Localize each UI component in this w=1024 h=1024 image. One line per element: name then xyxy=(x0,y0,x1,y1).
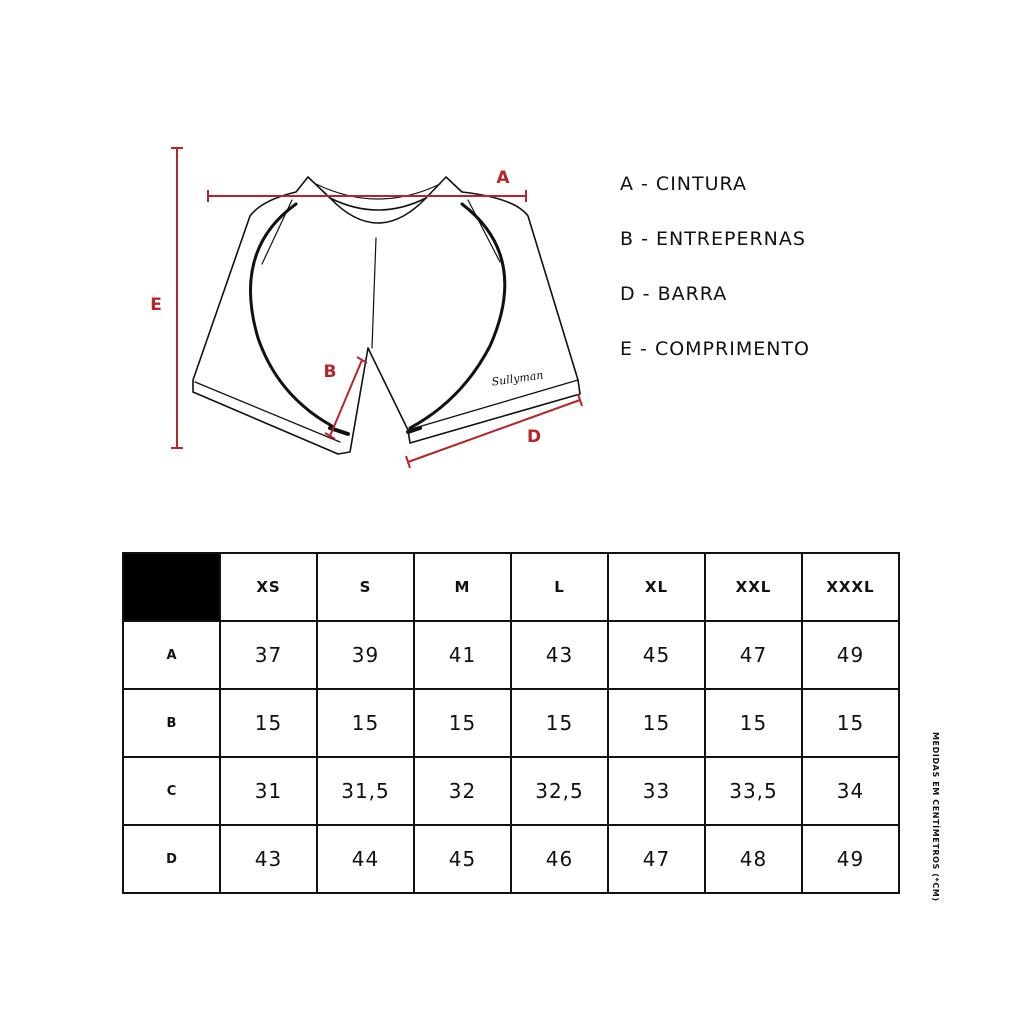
table-cell: 45 xyxy=(414,825,511,893)
units-note: MEDIDAS EM CENTÍMETROS (*CM) xyxy=(931,732,940,902)
size-header: XS xyxy=(220,553,317,621)
table-cell: 43 xyxy=(511,621,608,689)
table-cell: 48 xyxy=(705,825,802,893)
size-header: XXL xyxy=(705,553,802,621)
row-label: C xyxy=(123,757,220,825)
shorts-body xyxy=(193,177,580,454)
size-header: XXXL xyxy=(802,553,899,621)
size-table xyxy=(122,552,900,894)
size-header: S xyxy=(317,553,414,621)
table-cell: 41 xyxy=(414,621,511,689)
table-cell: 15 xyxy=(608,689,705,757)
table-cell: 49 xyxy=(802,621,899,689)
table-cell: 37 xyxy=(220,621,317,689)
table-cell: 15 xyxy=(414,689,511,757)
table-cell: 33,5 xyxy=(705,757,802,825)
legend-item-b: B - ENTREPERNAS xyxy=(620,228,806,250)
table-cell: 32 xyxy=(414,757,511,825)
table-cell: 45 xyxy=(608,621,705,689)
row-label: D xyxy=(123,825,220,893)
table-cell: 32,5 xyxy=(511,757,608,825)
row-label: B xyxy=(123,689,220,757)
label-d: D xyxy=(526,427,542,447)
legend-item-d: D - BARRA xyxy=(620,283,728,305)
table-cell: 15 xyxy=(220,689,317,757)
table-cell: 15 xyxy=(705,689,802,757)
table-row xyxy=(123,757,899,825)
table-cell: 43 xyxy=(220,825,317,893)
shorts-outline xyxy=(193,177,580,454)
brand-logo: Sullyman xyxy=(490,368,545,389)
table-cell: 15 xyxy=(802,689,899,757)
table-cell: 47 xyxy=(608,825,705,893)
table-cell: 15 xyxy=(317,689,414,757)
table-cell: 31,5 xyxy=(317,757,414,825)
size-header: M xyxy=(414,553,511,621)
table-cell: 49 xyxy=(802,825,899,893)
table-cell: 47 xyxy=(705,621,802,689)
table-cell: 33 xyxy=(608,757,705,825)
size-header: L xyxy=(511,553,608,621)
table-header-row xyxy=(123,553,899,621)
table-cell: 15 xyxy=(511,689,608,757)
label-e: E xyxy=(150,295,162,315)
table-row xyxy=(123,825,899,893)
table-cell: 31 xyxy=(220,757,317,825)
table-row xyxy=(123,621,899,689)
table-cell: 34 xyxy=(802,757,899,825)
row-label: A xyxy=(123,621,220,689)
measurement-legend xyxy=(620,168,810,388)
label-a: A xyxy=(496,168,510,188)
label-b: B xyxy=(323,362,337,382)
table-corner xyxy=(123,553,220,621)
table-row xyxy=(123,689,899,757)
table-cell: 46 xyxy=(511,825,608,893)
legend-item-a: A - CINTURA xyxy=(620,173,747,195)
legend-item-e: E - COMPRIMENTO xyxy=(620,338,810,360)
table-cell: 39 xyxy=(317,621,414,689)
table-cell: 44 xyxy=(317,825,414,893)
size-header: XL xyxy=(608,553,705,621)
